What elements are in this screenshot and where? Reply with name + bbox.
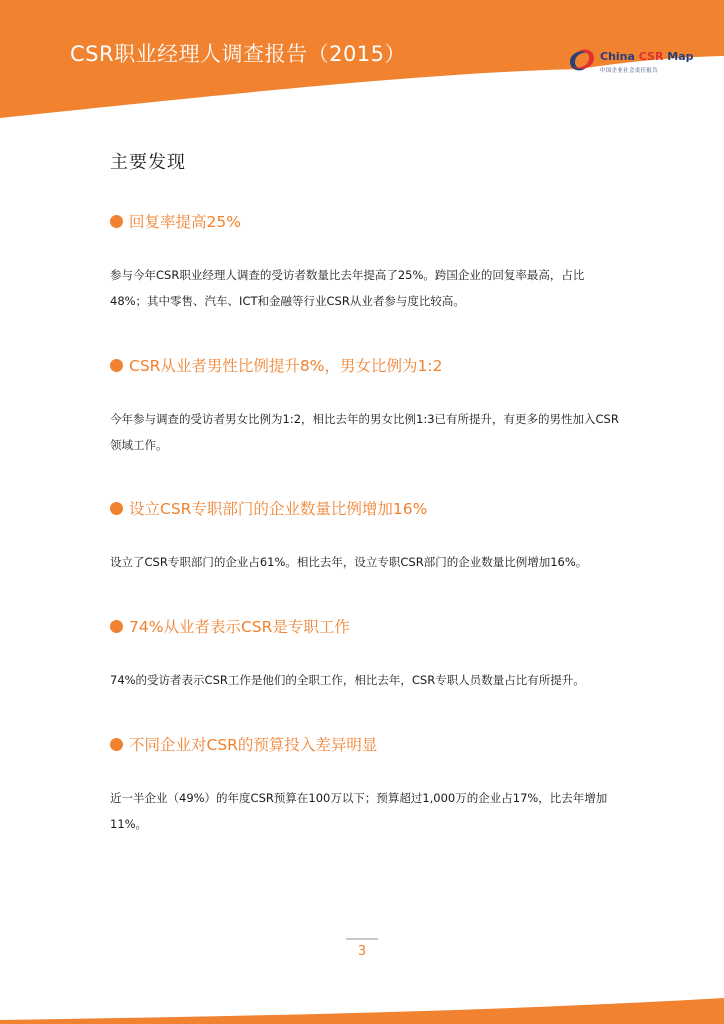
report-title: CSR职业经理人调查报告（2015） — [70, 42, 407, 66]
finding-item — [110, 497, 620, 575]
logo-name: China CSR Map — [600, 50, 694, 63]
finding-heading-text: 不同企业对CSR的预算投入差异明显 — [129, 736, 378, 754]
finding-heading-text: 设立CSR专职部门的企业数量比例增加16% — [129, 500, 428, 518]
finding-heading-text: 回复率提高25% — [129, 213, 241, 231]
finding-item — [110, 210, 620, 314]
bullet-dot-icon — [110, 502, 123, 515]
bullet-dot-icon — [110, 738, 123, 751]
finding-body: 74%的受访者表示CSR工作是他们的全职工作，相比去年，CSR专职人员数量占比有所提升。 — [110, 673, 585, 687]
finding-heading — [110, 210, 620, 232]
bullet-dot-icon — [110, 359, 123, 372]
finding-heading — [110, 497, 620, 519]
logo-swirl-icon — [566, 46, 598, 74]
finding-item — [110, 354, 620, 458]
page-number: 3 — [357, 944, 367, 959]
china-csr-map-logo — [566, 42, 696, 78]
footer-band — [0, 990, 724, 1024]
finding-body: 今年参与调查的受访者男女比例为1:2，相比去年的男女比例1:3已有所提升，有更多的男性加入CSR领域工作。 — [110, 412, 619, 452]
section-title: 主要发现 — [110, 152, 186, 173]
finding-item — [110, 615, 620, 693]
finding-heading — [110, 615, 620, 637]
bullet-dot-icon — [110, 620, 123, 633]
page-number-rule — [346, 938, 378, 940]
finding-heading — [110, 354, 620, 376]
finding-heading — [110, 733, 620, 755]
finding-body: 近一半企业（49%）的年度CSR预算在100万以下；预算超过1,000万的企业占17%，比去年增加11%。 — [110, 791, 608, 831]
logo-subtitle: 中国企业社会责任报告 — [600, 68, 659, 74]
footer-orange-shape — [0, 998, 724, 1024]
bullet-dot-icon — [110, 215, 123, 228]
finding-body: 参与今年CSR职业经理人调查的受访者数量比去年提高了25%。跨国企业的回复率最高，占比48%；其中零售、汽车、ICT和金融等行业CSR从业者参与度比较高。 — [110, 268, 585, 308]
finding-item — [110, 733, 620, 837]
finding-heading-text: 74%从业者表示CSR是专职工作 — [129, 618, 350, 636]
finding-heading-text: CSR从业者男性比例提升8%，男女比例为1:2 — [129, 357, 443, 375]
finding-body: 设立了CSR专职部门的企业占61%。相比去年，设立专职CSR部门的企业数量比例增加16%。 — [110, 555, 588, 569]
